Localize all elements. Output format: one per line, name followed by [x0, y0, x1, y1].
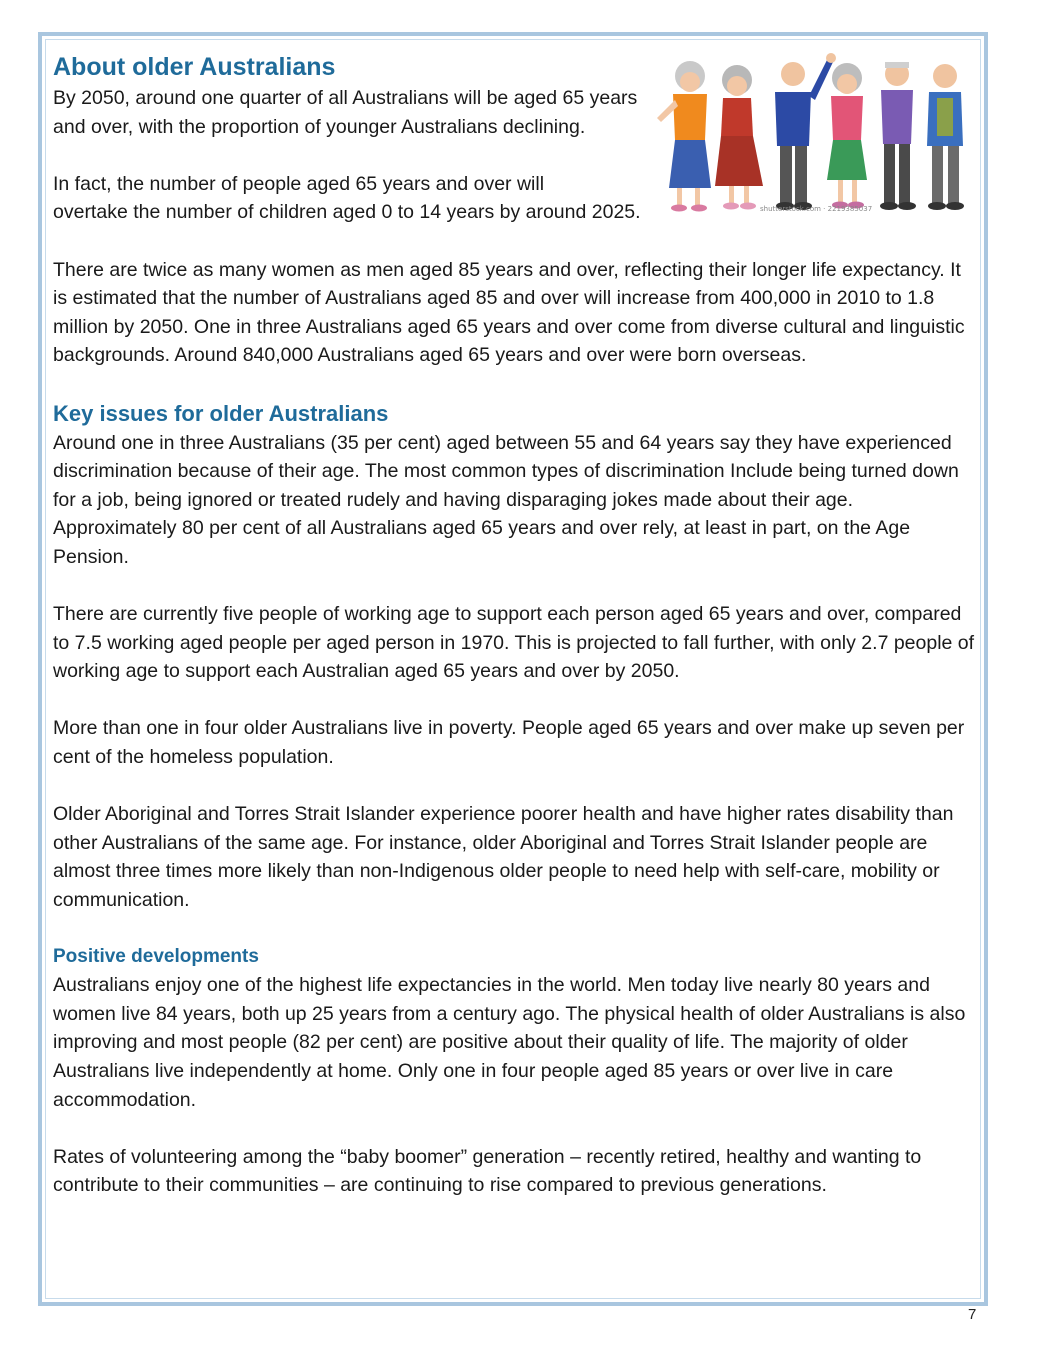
image-credit: shutterstock.com · 2219385037 [760, 205, 873, 213]
section-title-about: About older Australians [53, 53, 336, 81]
paragraph-about-3: There are twice as many women as men aged 85 years and over, reflecting their longer life expectancy. It is estimated that the number of Australians aged 85 and over will increase from 400,000 in 2010 to 1.8 million by 2050. One in three Australians aged 65 years and over come from diverse cultural and linguistic backgrounds. Around 840,000 Australians aged 65 years and over were born overseas. [53, 258, 965, 367]
section-title-key-issues: Key issues for older Australians [53, 400, 389, 426]
paragraph-issues-1: Around one in three Australians (35 per cent) aged between 55 and 64 years say they have experienced discrimination because of their age. The most common types of discrimination Include being turned down for a job, being ignored or treated rudely and having disparaging jokes made about their age. Approximately 80 per cent of all Australians aged 65 years and over rely, at least in part, on the Age Pension. [53, 431, 959, 568]
paragraph-issues-3: More than one in four older Australians live in poverty. People aged 65 years and over make up seven per cent of the homeless population. [53, 717, 965, 769]
paragraph-issues-2: There are currently five people of working age to support each person aged 65 years and over, compared to 7.5 working aged people per aged person in 1970. This is projected to fall further, with only 2.7 people of working age to support each Australian aged 65 years and over by 2050. [53, 603, 975, 683]
section-title-positive: Positive developments [53, 946, 259, 968]
paragraph-about-2-line2: overtake the number of children aged 0 to 14 years by around 2025. [53, 201, 641, 224]
paragraph-positive-2: Rates of volunteering among the “baby boomer” generation – recently retired, healthy and wanting to contribute to their communities – are continuing to rise compared to previous generations. [53, 1145, 922, 1197]
paragraph-about-2-line1: In fact, the number of people aged 65 years and over will [53, 172, 545, 195]
page-number: 7 [968, 1306, 977, 1323]
paragraph-issues-4: Older Aboriginal and Torres Strait Islander experience poorer health and have higher rates disability than other Australians of the same age. For instance, older Aboriginal and Torres Strait Islander people are almost three times more likely than non-Indigenous older people to need help with self-care, mobility or communication. [53, 803, 954, 912]
paragraph-positive-1: Australians enjoy one of the highest life expectancies in the world. Men today live nearly 80 years and women live 84 years, both up 25 years from a century ago. The physical health of older Australians is also improving and most people (82 per cent) are positive about their quality of life. The majority of older Australians live independently at home. Only one in four people aged 85 years or over live in care accommodation. [53, 974, 966, 1111]
page-content [53, 50, 978, 1200]
paragraph-about-1: By 2050, around one quarter of all Australians will be aged 65 years and over, with the proportion of younger Australians declining. [53, 87, 638, 138]
